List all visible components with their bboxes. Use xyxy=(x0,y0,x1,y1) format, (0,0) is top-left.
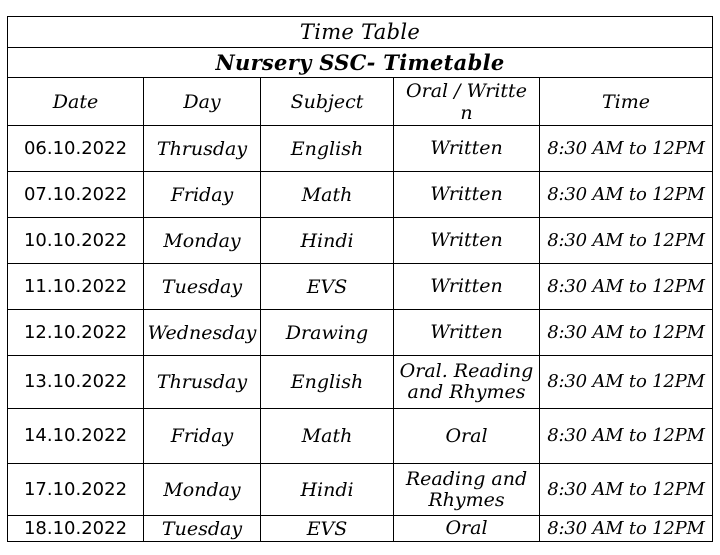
cell-day: Tuesday xyxy=(144,516,261,542)
cell-date: 18.10.2022 xyxy=(8,516,144,542)
table-row xyxy=(8,409,713,464)
table-subtitle: Nursery SSC- Timetable xyxy=(8,48,713,78)
cell-time: 8:30 AM to 12PM xyxy=(540,464,713,516)
cell-date: 14.10.2022 xyxy=(8,409,144,464)
cell-day: Wednesday xyxy=(144,310,261,356)
cell-day: Thrusday xyxy=(144,356,261,409)
cell-date: 11.10.2022 xyxy=(8,264,144,310)
header-time: Time xyxy=(540,78,713,126)
cell-date: 10.10.2022 xyxy=(8,218,144,264)
table-row xyxy=(8,264,713,310)
cell-subject: Hindi xyxy=(261,218,394,264)
cell-oral-written: Written xyxy=(394,218,540,264)
cell-oral-written: Written xyxy=(394,310,540,356)
subtitle-row xyxy=(8,48,713,78)
header-row xyxy=(8,78,713,126)
table-row xyxy=(8,172,713,218)
table-title: Time Table xyxy=(8,17,713,48)
cell-date: 07.10.2022 xyxy=(8,172,144,218)
table-row xyxy=(8,516,713,542)
cell-time: 8:30 AM to 12PM xyxy=(540,126,713,172)
cell-day: Monday xyxy=(144,218,261,264)
cell-subject: Hindi xyxy=(261,464,394,516)
cell-date: 13.10.2022 xyxy=(8,356,144,409)
cell-oral-written: Written xyxy=(394,172,540,218)
cell-oral-written: Written xyxy=(394,264,540,310)
cell-date: 17.10.2022 xyxy=(8,464,144,516)
cell-subject: Math xyxy=(261,409,394,464)
cell-day: Monday xyxy=(144,464,261,516)
cell-oral-written: Oral xyxy=(394,409,540,464)
cell-time: 8:30 AM to 12PM xyxy=(540,356,713,409)
timetable-container xyxy=(7,16,712,542)
cell-subject: Drawing xyxy=(261,310,394,356)
timetable-body xyxy=(8,126,713,542)
cell-time: 8:30 AM to 12PM xyxy=(540,310,713,356)
cell-oral-written: Written xyxy=(394,126,540,172)
cell-subject: Math xyxy=(261,172,394,218)
cell-date: 06.10.2022 xyxy=(8,126,144,172)
header-date: Date xyxy=(8,78,144,126)
table-row xyxy=(8,218,713,264)
cell-time: 8:30 AM to 12PM xyxy=(540,516,713,542)
title-row xyxy=(8,17,713,48)
cell-time: 8:30 AM to 12PM xyxy=(540,264,713,310)
cell-subject: English xyxy=(261,126,394,172)
cell-subject: EVS xyxy=(261,264,394,310)
cell-oral-written: Oral xyxy=(394,516,540,542)
table-row xyxy=(8,464,713,516)
cell-oral-written: Reading and Rhymes xyxy=(394,464,540,516)
table-row xyxy=(8,310,713,356)
cell-oral-written: Oral. Reading and Rhymes xyxy=(394,356,540,409)
cell-date: 12.10.2022 xyxy=(8,310,144,356)
cell-time: 8:30 AM to 12PM xyxy=(540,409,713,464)
header-oral-written: Oral / Written xyxy=(394,78,540,126)
cell-day: Friday xyxy=(144,409,261,464)
header-subject: Subject xyxy=(261,78,394,126)
cell-day: Thrusday xyxy=(144,126,261,172)
table-row xyxy=(8,126,713,172)
cell-day: Friday xyxy=(144,172,261,218)
cell-subject: English xyxy=(261,356,394,409)
header-day: Day xyxy=(144,78,261,126)
cell-time: 8:30 AM to 12PM xyxy=(540,218,713,264)
timetable xyxy=(7,16,713,542)
cell-time: 8:30 AM to 12PM xyxy=(540,172,713,218)
cell-day: Tuesday xyxy=(144,264,261,310)
cell-subject: EVS xyxy=(261,516,394,542)
table-row xyxy=(8,356,713,409)
